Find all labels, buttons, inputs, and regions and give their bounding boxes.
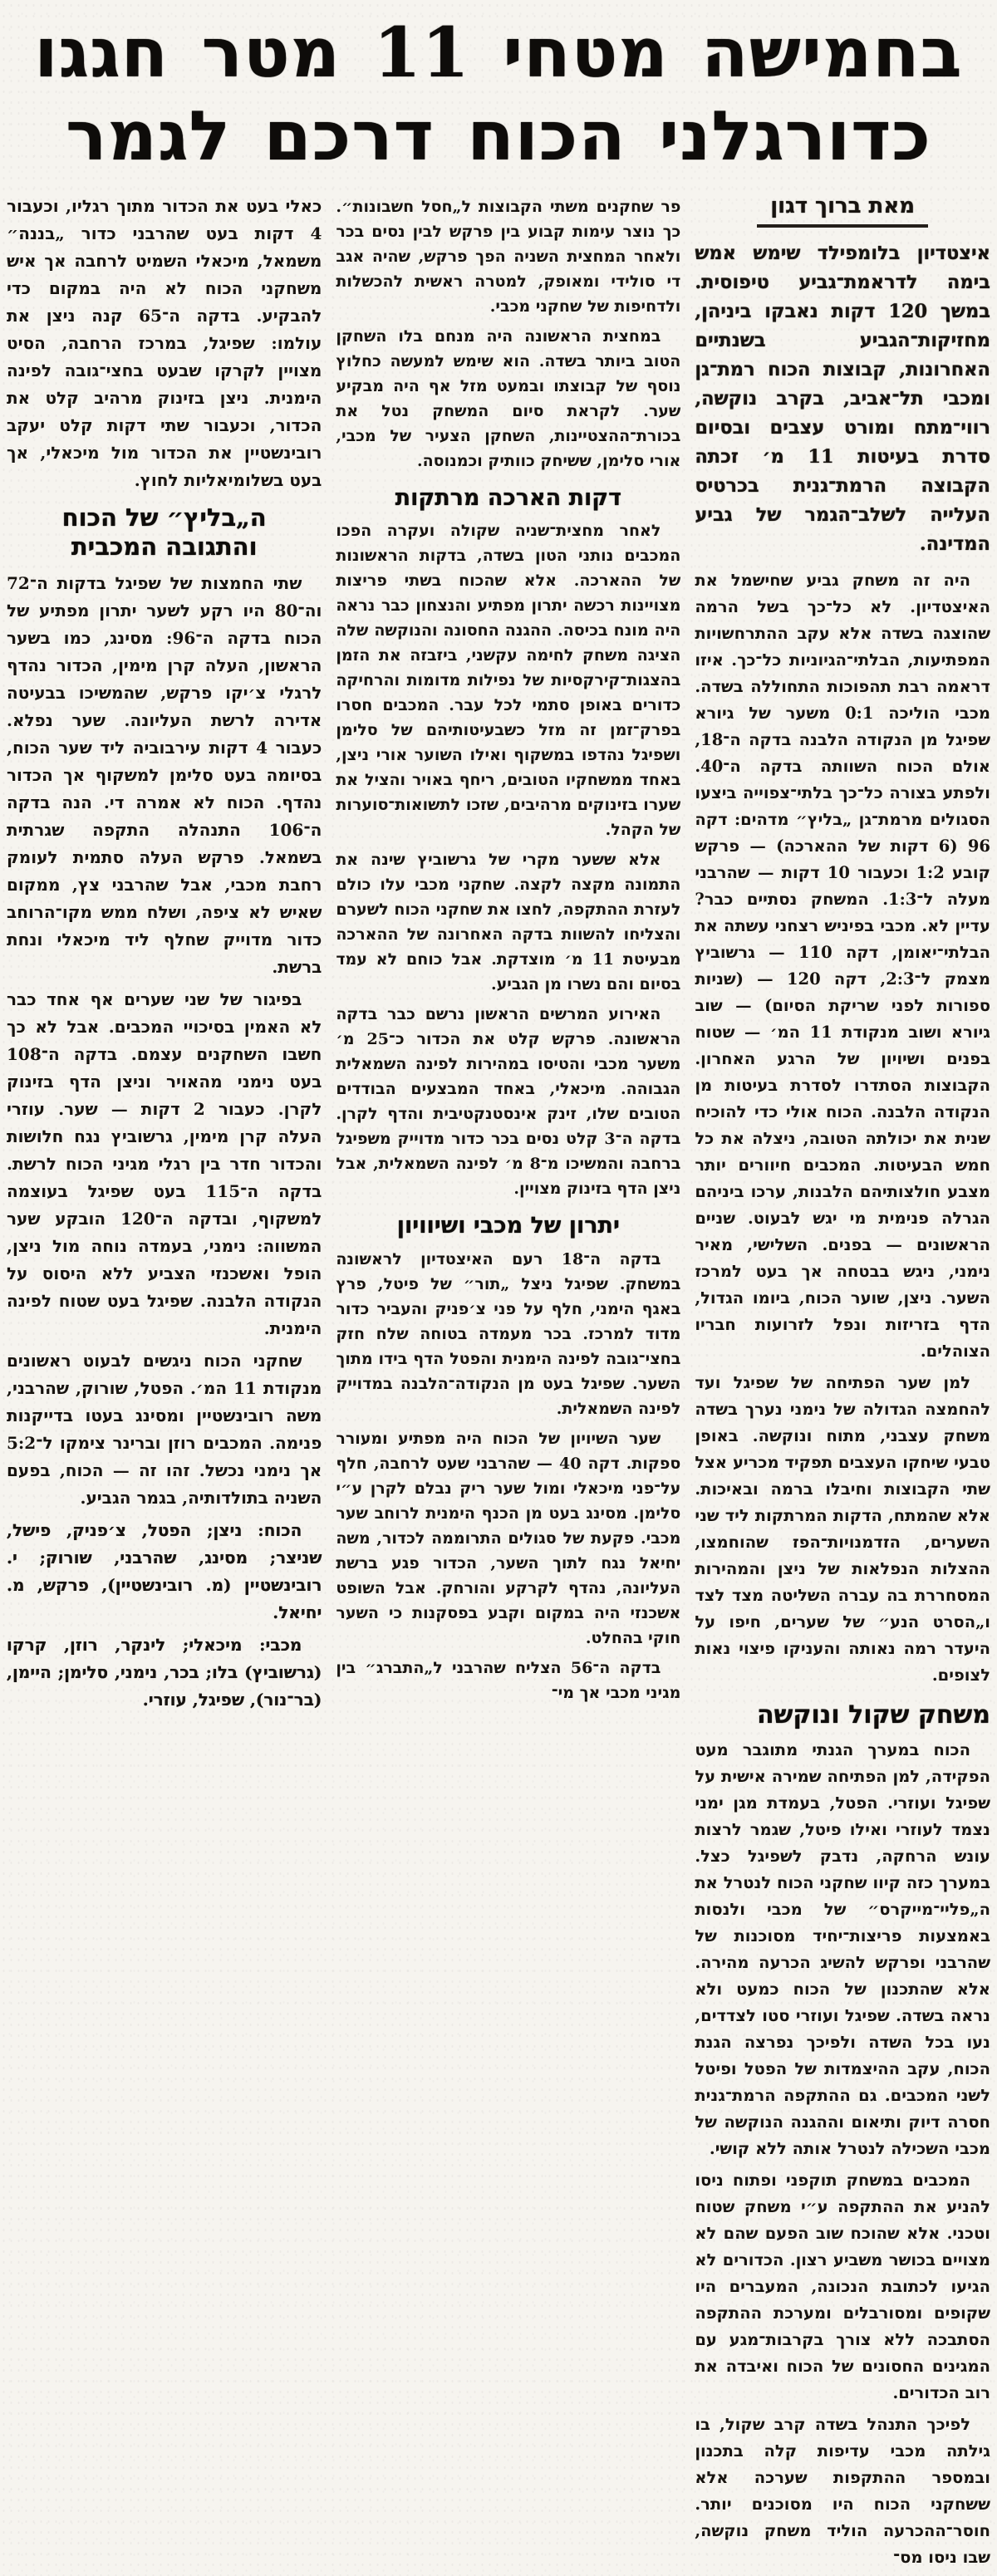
section-subhead: דקות הארכה מרתקות — [395, 485, 622, 512]
article-paragraph-continuation: פר שחקנים משתי הקבוצות ל„חסל חשבונות״. כך נוצר עימות קבוע בין פרקש לבין נסים בכר ולאחר המחצית השניה הפך פרקש, שהיה אגב די סולידי ומאופק, למטרה ראשית להכשלות ולדחיפות של שחקני מכבי. — [336, 198, 681, 316]
article-paragraph: האירוע המרשים הראשון נרשם כבר בדקה הראשונה. פרקש קלט את הכדור כ־25 מ׳ משער מכבי והטיסו במהירות לפינה השמאלית הגבוהה. מיכאלי, באחד המבצעים הבודדים הטובים שלו, זינק אינסטנקטיבית והדף לקרן. בדקה ה־3 קלט נסים בכר כדור מדוייק משפיגל ברחבה והמשיכו מ־8 מ׳ לפינה השמאלית, אבל ניצן הדף בזינוק מצויין. — [336, 1005, 681, 1199]
article-paragraph: שתי החמצות של שפיגל בדקות ה־72 וה־80 היו רקע לשער יתרון מפתיע של הכוח בדקה ה־96: מסינג, כמו בשער הראשון, העלה קרן מימין, הכדור נהדף לרגלי צ׳יקו פרקש, שהמשיכו בבעיטה אדירה לרשת העליונה. שער נפלא. כעבור 4 דקות עירבוביה ליד שער הכוח, בסיומה בעט סלימן למשקוף אך הכדור נהדף. הכוח לא אמרה די. הנה בדקה ה־106 התנהלה התקפה שגרתית בשמאל. פרקש העלה סתמית לעומק רחבת מכבי, אבל שהרבני צץ, ממקום שאיש לא ציפה, ושלח ממש מקו־הרוחב כדור מדוייק שחלף ליד מיכאלי ונחת ברשת. — [7, 572, 322, 977]
article-paragraph: המכבים במשחק תוקפני ופתוח ניסו להניע את ההתקפה ע״י משחק שטוח וטכני. אלא שהוכח שוב הפעם שהם לא מצויים בכושר משביע רצון. הכדורים לא הגיעו לכתובת הנכונה, המעברים היו שקופים ומסורבלים ומערכת ההתקפה הסתבכה ללא צורך בקרבות־מגע עם המגינים החסונים של הכוח ואיבדה את רוב הכדורים. — [695, 2171, 990, 2403]
column-lead — [695, 191, 990, 2576]
article-paragraph-continuation: כאלי בעט את הכדור מתוך רגליו, וכעבור 4 דקות בעט שהרבני כדור „בננה״ משמאל, מיכאלי השמיט לרחבה אך איש משחקני הכוח לא היה במקום כדי להבקיע. בדקה ה־65 קנה ניצן את עולמו: שפיגל, במרכז הרחבה, הסיט מצויין לקרקו שבעט בחצי־גובה לפינה הימנית. ניצן בזינוק מרהיב קלט את הכדור, וכעבור שתי דקות קלט יעקב רובינשטיין את הכדור מול מיכאלי, אך בעט בשלומיאליות לחוץ. — [7, 196, 322, 491]
section-subhead: ה„בליץ״ של הכוח — [61, 503, 267, 532]
column-left — [7, 191, 322, 1719]
article-paragraph: אלא ששער מקרי של גרשוביץ שינה את התמונה מקצה לקצה. שחקני מכבי עלו כולם לעזרת ההתקפה, לחצו את שחקני הכוח לשערם והצליחו להשוות בדקה האחרונה של ההארכה מבעיטת 11 מ׳ מוצדקת. אבל כוחם לא עמד בסיום והם נשרו מן הגביע. — [336, 851, 681, 994]
article-paragraph: בדקה ה־56 הצליח שהרבני ל„התברג״ בין מגיני מכבי אך מי־ — [336, 1658, 681, 1702]
team-lineup-paragraph: הכוח: ניצן; הפטל, צ׳פניק, פישל, שניצר; מסינג, שהרבני, שורוק; י. רובינשטיין (מ. רובינשטיין), פרקש, מ. יחיאל. — [7, 1519, 322, 1622]
article-paragraph: היה זה משחק גביע שחישמל את האיצטדיון. לא כל־כך בשל הרמה שהוצגה בשדה אלא עקב ההתרחשויות המפתיעות, הבלתי־הגיוניות כל־כך. איזו דראמה רבת תהפוכות התחוללה בשדה. מכבי הוליכה 0:1 משער של גיורא שפיגל מן הנקודה הלבנה בדקה ה־18, אולם הכוח השוותה בדקה ה־40. ולפתע בצורה כל־כך בלתי־צפוייה ביצעו הסגולים מרמת־גן „בליץ״ מדהים: דקה 96 (6 דקות של ההארכה) — פרקש קובע 1:2 וכעבור 10 דקות — שהרבני מעלה ל־1:3. המשחק נסתיים כבר? עדיין לא. מכבי בפיניש רצחני עשתה את הבלתי־יאומן, דקה 110 — גרשוביץ מצמק ל־2:3, דקה 120 — (שניות ספורות לפני שריקת הסיום) — שוב גיורא ושוב מנקודת 11 המ׳ — שטוח בפנים ושיויון של הרגע האחרון. הקבוצות הסתדרו לסדרת בעיטות מן הנקודה הלבנה. הכוח אולי כדי להוכיח שנית את יכולתה הטובה, ניצלה את כל חמש הבעיטות. המכבים חיוורים יותר מצבע חולצותיהם הלבנות, ערכו ביניהם הגרלה פנימית מי יגש לבעוט. שניים הראשונים — בפנים. השלישי, מאיר נימני, ניגש בבטחה אך בעט למרכז השער. ניצן, שוער הכוח, ביומו הגדול, הדף בזריזות ונפל לזרועות חבריו הצוהלים. — [695, 571, 991, 1362]
team-lineup-paragraph: מכבי: מיכאלי; לינקר, רוזן, קרקו (גרשוביץ) בלו; בכר, נימני, סלימן; היימן, (בר־נור), שפיגל, עוזרי. — [7, 1634, 322, 1710]
article-paragraph: שחקני הכוח ניגשים לבעוט ראשונים מנקודת 11 המ׳. הפטל, שורוק, שהרבני, משה רובינשטיין ומסינג בעטו בדייקנות פנימה. המכבים רוזן וברינר צימקו ל־5:2 אך נימני נכשל. זהו זה — הכוח, בפעם השניה בתולדותיה, בגמר הגביע. — [7, 1350, 322, 1508]
article-paragraph: לפיכך התנהל בשדה קרב שקול, בו גילתה מכבי עדיפות קלה בתכנון ובמספר ההתקפות שערכה אלא ששחקני הכוח היו מסוכנים יותר. חוסר־ההכרעה הוליד משחק נוקשה, שבו ניסו מס־ — [695, 2415, 990, 2568]
article-paragraph: לאחר מחצית־שניה שקולה ועקרה הפכו המכבים נותני הטון בשדה, בדקות הראשונות של ההארכה. אלא שהכוח בשתי פריצות מצויינות רכשה יתרון מפתיע והנצחון כבר נראה היה מונח בכיסה. ההגנה החסונה והנוקשה שלה הציגה משחק לחימה עקשני, ביזבזה את הזמן בהצגות־קירקסיות של נפילות מדומות והרחיקה כדורים באופן סתמי לכל עבר. המכבים חסרו בפרק־זמן זה מזל כשבעיטותיהם של סלימן ושפיגל נהדפו במשקוף ואילו השוער אורי ניצן, באחד ממשחקיו הטובים, ריחף באויר והציל את שערו בזינוקים מרהיבים, שזכו לתשואות־סוערות של הקהל. — [336, 522, 681, 840]
article-paragraph: במחצית הראשונה היה מנחם בלו השחקן הטוב ביותר בשדה. הוא שימש למעשה כחלוץ נוסף של קבוצתו ובמעט מזל אף היה מבקיע שער. לקראת סיום המשחק נטל את בכורת־ההצטיינות, השחקן הצעיר של מכבי, אורי סלימן, ששיחק כוותיק וכמנוסה. — [336, 327, 681, 471]
article-paragraph: בפיגור של שני שערים אף אחד כבר לא האמין בסיכויי המכבים. אבל לא כך חשבו השחקנים עצמם. בדקה ה־108 בעט נימני מהאויר וניצן הדף בזינוק לקרן. כעבור 2 דקות — שער. עוזרי העלה קרן מימין, גרשוביץ נגח חלושות והכדור חדר בין רגלי מגיני הכוח לרשת. בדקה ה־115 בעט שפיגל בעוצמה למשקוף, ובדקה ה־120 הובקע שער המשווה: נימני, בעמדה נוחה מול ניצן, הופל ואשכנזי הצביע ללא היסוס על הנקודה הלבנה. שפיגל בעט שטוח לפינה הימנית. — [7, 989, 322, 1338]
byline-rule — [757, 224, 928, 228]
headline-line-2: כדורגלני הכוח דרכם לגמר — [66, 96, 931, 177]
article-paragraph: למן שער הפתיחה של שפיגל ועד להחמצה הגדולה של נימני נערך בשדה משחק עצבני, מתוח ונוקשה. באופן טבעי שיחקו העצבים תפקיד מכריע אצל שתי הקבוצות וחיבלו ברמה ובאיכות. אלא שהמתח, הדקות המרתקות ליד שני השערים, הזדמנויות־הפז שהוחמצו, ההצלות הנפלאות של ניצן והמהירות המסחררת בה עברה השליטה מצד לצד ו„הסרט הנע״ של שערים, חיפו על היעדר רמה נאותה והעניקו פיצוי נאות לצופים. — [695, 1373, 990, 1685]
section-subhead: משחק שקול ונוקשה — [757, 1700, 990, 1730]
column-middle — [336, 191, 680, 1710]
article-paragraph: הכוח במערך הגנתי מתוגבר מעט הפקידה, למן הפתיחה שמירה אישית על שפיגל ועוזרי. הפטל, בעמדת מגן ימני נצמד לעוזרי ואילו פיטל, שגמר לרצות עונש הרחקה, נדבק לשפיגל כצל. במערך כזה קיוו שחקני הכוח לנטרל את ה„פליי־מייקרס״ של מכבי ולנסות באמצעות פריצות־יחיד מסוכנות של שהרבני ופרקש להשיג הכרעה מהירה. אלא שהתכנון של הכוח כמעט ולא נראה בשדה. שפיגל ועוזרי סטו לצדדים, נעו בכל השדה ולפיכך נפרצה הגנת הכוח, עקב ההיצמדות של הפטל ופיטל לשני המכבים. גם ההתקפה הרמת־גנית חסרה דיוק ותיאום וההגנה הנוקשה של מכבי השכילה לנטרל אותה ללא קושי. — [695, 1740, 990, 2159]
section-subhead: יתרון של מכבי ושיוויון — [396, 1213, 620, 1239]
headline-line-1: בחמישה מטחי 11 מטר חגגו — [34, 13, 963, 93]
main-headline — [0, 0, 997, 183]
lead-paragraph: איצטדיון בלומפילד שימש אמש בימה לדראמת־גביע טיפוסית. במשך 120 דקות נאבקו ביניהן, מחזיקות־הגביע בשנתיים האחרונות, קבוצות הכוח רמת־גן ומכבי תל־אביב, בקרב נוקשה, רווי־מתח ומורט עצבים ובסיום סדרת בעיטות 11 מ׳ זכתה הקבוצה הרמת־גנית בכרטיס העלייה לשלב־הגמר של גביע המדינה. — [695, 243, 990, 556]
byline: מאת ברוך דגון — [770, 194, 916, 219]
article-paragraph: שער השיויון של הכוח היה מפתיע ומעורר ספקות. דקה 40 — שהרבני שעט לרחבה, חלף על־פני מיכאלי ומול שער ריק נבלם לקרן ע״י סלימן. מסינג בעט מן הכנף הימנית לרוחב שער מכבי. פקעת של סגולים התרוממה לכדור, משה יחיאל נגח לתוך השער, הכדור פגע ברשת העליונה, נהדף לקרקע והורחק. אבל השופט אשכנזי היה במקום וקבע בפסקנות כי השער חוקי בהחלט. — [336, 1429, 681, 1647]
article-columns — [0, 183, 997, 2576]
article-paragraph: בדקה ה־18 רעם האיצטדיון לראשונה במשחק. שפיגל ניצל „תור״ של פיטל, פרץ באגף הימני, חלף על פני צ׳פניק והעביר כדור מדוד למרכז. בכר מעמדה בטוחה שלח חזק בחצי־גובה לפינה הימנית והפטל הדף בידו מתוך השער. שפיגל בעט מן הנקודה־הלבנה במדוייק לפינה השמאלית. — [336, 1249, 681, 1418]
section-subhead: והתגובה המכבית — [71, 532, 258, 562]
